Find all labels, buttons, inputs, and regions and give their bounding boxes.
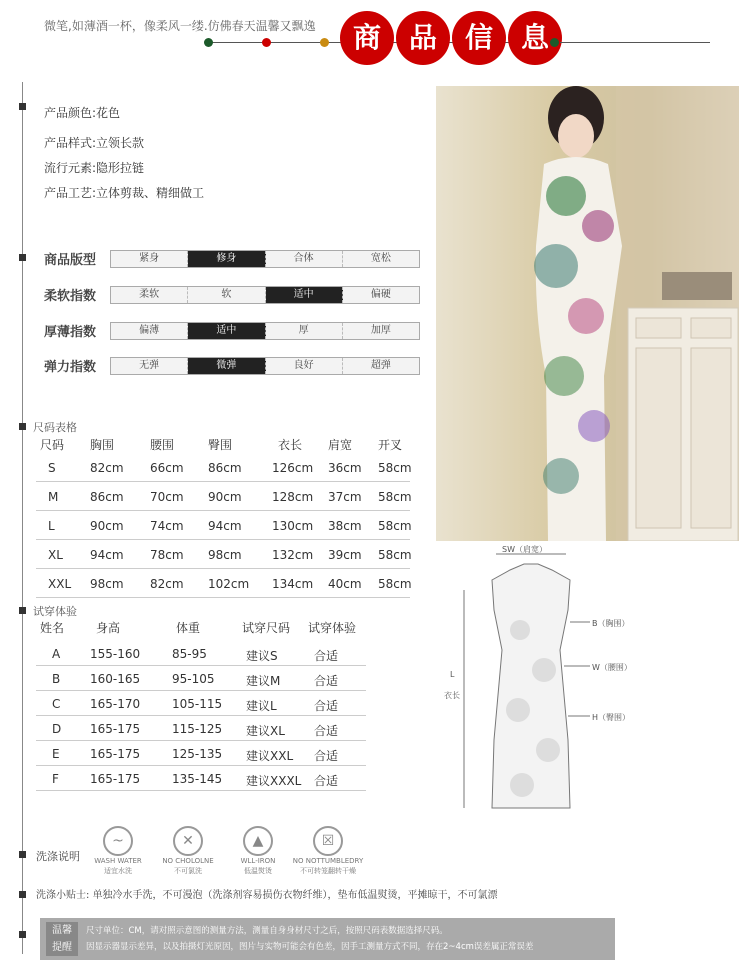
try-cell: 建议L [246, 699, 277, 713]
care-caption [288, 856, 368, 876]
timeline-marker [19, 851, 26, 858]
header-dot-green [204, 38, 213, 47]
try-cell: 建议S [246, 649, 278, 663]
size-cell: 132cm [272, 548, 314, 562]
try-header-cell: 体重 [176, 621, 201, 635]
size-cell: 90cm [208, 490, 242, 504]
low-iron-icon: ▲ [243, 826, 273, 856]
try-cell: F [52, 772, 59, 786]
try-header-cell: 姓名 [40, 621, 65, 635]
timeline-marker [19, 891, 26, 898]
diagram-h-label: H（臀围） [592, 713, 631, 722]
try-cell: B [52, 672, 61, 686]
care-title: 洗涤说明 [36, 850, 80, 863]
care-caption [78, 856, 158, 876]
title-char-3: 信 [452, 11, 506, 65]
table-row-divider [36, 597, 410, 598]
size-cell: XL [48, 548, 63, 562]
try-cell: 165-175 [90, 772, 141, 786]
care-caption-en: WASH WATER [94, 857, 142, 865]
table-row-divider [36, 740, 366, 741]
attribute-bar [110, 322, 420, 340]
attribute-option: 柔软 [111, 287, 188, 303]
header-dot-green-right [550, 38, 559, 47]
attribute-option: 微弹 [188, 358, 265, 374]
attribute-label: 柔软指数 [44, 289, 97, 304]
attribute-label: 弹力指数 [44, 360, 97, 375]
attribute-label: 厚薄指数 [44, 325, 97, 340]
try-cell: 165-175 [90, 747, 141, 761]
try-header-cell: 试穿尺码 [242, 621, 291, 635]
size-cell: L [48, 519, 55, 533]
try-cell: D [52, 722, 62, 736]
no-chlorine-icon: ✕ [173, 826, 203, 856]
care-caption [148, 856, 228, 876]
try-cell: 合适 [314, 724, 339, 738]
try-cell: 建议M [246, 674, 281, 688]
try-cell: 合适 [314, 749, 339, 763]
try-cell: 165-170 [90, 697, 141, 711]
size-cell: 37cm [328, 490, 362, 504]
header-slogan: 微笔,如薄酒一杯，像柔风一缕.仿佛春天温馨又飘逸 [44, 19, 316, 33]
tips-title: 洗涤小贴士: [36, 890, 90, 901]
try-cell: 85-95 [172, 647, 207, 661]
try-cell: 建议XXXL [246, 774, 302, 788]
table-row-divider [36, 790, 366, 791]
attribute-bar [110, 250, 420, 268]
size-header-cell: 胸围 [90, 438, 115, 452]
size-cell: 58cm [378, 461, 412, 475]
size-header-cell: 腰围 [150, 438, 175, 452]
size-cell: 39cm [328, 548, 362, 562]
wash-water-icon: ~ [103, 826, 133, 856]
size-table-title: 尺码表格 [33, 421, 77, 434]
diagram-w-label: W（腰围） [592, 663, 632, 672]
notice-line-1: 尺寸单位：CM，请对照示意图的测量方法，测量自身身材尺寸之后，按照尺码表数据选择尺码。 [86, 926, 448, 936]
header-divider-right [560, 42, 710, 43]
attribute-option: 厚 [266, 323, 343, 339]
attribute-option: 加厚 [370, 325, 391, 336]
notice-line-2: 因显示器显示差异，以及拍摄灯光原因，图片与实物可能会有色差，因手工测量方式不同，存在2~4cm误差属正常误差 [86, 942, 534, 952]
try-cell: 合适 [314, 674, 339, 688]
notice-box [40, 918, 615, 960]
table-row-divider [36, 665, 366, 666]
size-cell: 74cm [150, 519, 184, 533]
size-cell: 98cm [90, 577, 124, 591]
header-dot-red [262, 38, 271, 47]
size-cell: XXL [48, 577, 72, 591]
table-row-divider [36, 715, 366, 716]
size-header-cell: 衣长 [278, 438, 303, 452]
size-header-cell: 肩宽 [328, 438, 353, 452]
diagram-b-label: B（胸围） [592, 619, 630, 628]
size-cell: S [48, 461, 56, 475]
size-cell: 82cm [150, 577, 184, 591]
size-cell: 82cm [90, 461, 124, 475]
care-caption-cn: 不可转笼翻转干燥 [300, 867, 356, 875]
attribute-option: 超弹 [370, 360, 391, 371]
attribute-option: 无弹 [111, 358, 188, 374]
care-caption-en: WLL-IRON [240, 857, 276, 865]
attribute-label: 商品版型 [44, 253, 97, 268]
size-cell: 134cm [272, 577, 314, 591]
care-caption-en: NO CHOLOLNE [162, 857, 214, 865]
measurement-diagram [440, 540, 630, 820]
size-cell: 86cm [208, 461, 242, 475]
size-cell: 90cm [90, 519, 124, 533]
size-cell: 126cm [272, 461, 314, 475]
attribute-option: 偏硬 [370, 289, 391, 300]
try-cell: 合适 [314, 774, 339, 788]
try-cell: 160-165 [90, 672, 141, 686]
info-craft: 产品工艺:立体剪裁、精细做工 [44, 186, 205, 200]
size-cell: 38cm [328, 519, 362, 533]
size-cell: 98cm [208, 548, 242, 562]
timeline-marker [19, 931, 26, 938]
care-caption [218, 856, 298, 876]
model-photo [436, 86, 739, 541]
size-cell: 128cm [272, 490, 314, 504]
table-row-divider [36, 568, 410, 569]
size-cell: 78cm [150, 548, 184, 562]
try-cell: C [52, 697, 61, 711]
timeline-marker [19, 103, 26, 110]
timeline-marker [19, 607, 26, 614]
size-cell: 70cm [150, 490, 184, 504]
try-cell: 115-125 [172, 722, 223, 736]
attribute-bar [110, 286, 420, 304]
attribute-option: 宽松 [370, 253, 391, 264]
tips-text: 单独冷水手洗，不可漫泡（洗涤剂容易损伤衣物纤维），垫布低温熨烫，平摊晾干，不可氯漂 [92, 890, 498, 901]
size-cell: 40cm [328, 577, 362, 591]
tips-row [36, 886, 498, 901]
attribute-option: 良好 [266, 358, 343, 374]
try-cell: 合适 [314, 649, 339, 663]
size-cell: 94cm [208, 519, 242, 533]
try-cell: 125-135 [172, 747, 223, 761]
table-row-divider [36, 690, 366, 691]
diagram-length-label: 衣长 [444, 691, 460, 700]
try-table-title: 试穿体验 [33, 605, 77, 618]
try-cell: 建议XXL [246, 749, 294, 763]
try-header-cell: 身高 [96, 621, 121, 635]
info-element: 流行元素:隐形拉链 [44, 161, 145, 175]
size-cell: 58cm [378, 490, 412, 504]
title-char-2: 品 [396, 11, 450, 65]
try-cell: 95-105 [172, 672, 215, 686]
attribute-option: 合体 [266, 251, 343, 267]
size-cell: 58cm [378, 519, 412, 533]
size-cell: M [48, 490, 59, 504]
try-cell: 165-175 [90, 722, 141, 736]
table-row-divider [36, 510, 410, 511]
diagram-sw-label: SW（肩宽） [502, 545, 547, 554]
size-cell: 36cm [328, 461, 362, 475]
no-tumble-dry-icon: ☒ [313, 826, 343, 856]
table-row-divider [36, 539, 410, 540]
attribute-option: 紧身 [111, 251, 188, 267]
size-cell: 130cm [272, 519, 314, 533]
try-header-cell: 试穿体验 [308, 621, 357, 635]
size-header-cell: 尺码 [40, 438, 65, 452]
attribute-option: 软 [188, 287, 265, 303]
table-row-divider [36, 765, 366, 766]
table-row-divider [36, 481, 410, 482]
timeline-marker [19, 423, 26, 430]
try-cell: A [52, 647, 61, 661]
care-caption-cn: 低温熨烫 [244, 867, 272, 875]
info-style: 产品样式:立领长款 [44, 136, 145, 150]
attribute-option: 修身 [188, 251, 265, 267]
header-dot-gold [320, 38, 329, 47]
title-char-4: 息 [508, 11, 562, 65]
title-char-1: 商 [340, 11, 394, 65]
attribute-option: 偏薄 [111, 323, 188, 339]
notice-label: 温馨 提醒 [46, 922, 78, 956]
try-cell: 155-160 [90, 647, 141, 661]
size-cell: 86cm [90, 490, 124, 504]
size-cell: 58cm [378, 548, 412, 562]
size-cell: 102cm [208, 577, 250, 591]
attribute-option: 适中 [266, 287, 343, 303]
attribute-option: 适中 [188, 323, 265, 339]
try-cell: 建议XL [246, 724, 285, 738]
size-header-cell: 开叉 [378, 438, 403, 452]
care-caption-en: NO NOTTUMBLEDRY [292, 857, 364, 865]
try-cell: 105-115 [172, 697, 223, 711]
diagram-l-label: L [450, 670, 455, 679]
timeline-marker [19, 254, 26, 261]
care-caption-cn: 不可氯洗 [174, 867, 202, 875]
try-cell: 135-145 [172, 772, 223, 786]
timeline-line [22, 82, 23, 954]
size-cell: 58cm [378, 577, 412, 591]
care-caption-cn: 适宜水洗 [104, 867, 132, 875]
info-color: 产品颜色:花色 [44, 106, 121, 120]
size-cell: 66cm [150, 461, 184, 475]
try-cell: E [52, 747, 60, 761]
attribute-bar [110, 357, 420, 375]
size-header-cell: 臀围 [208, 438, 233, 452]
size-cell: 94cm [90, 548, 124, 562]
try-cell: 合适 [314, 699, 339, 713]
